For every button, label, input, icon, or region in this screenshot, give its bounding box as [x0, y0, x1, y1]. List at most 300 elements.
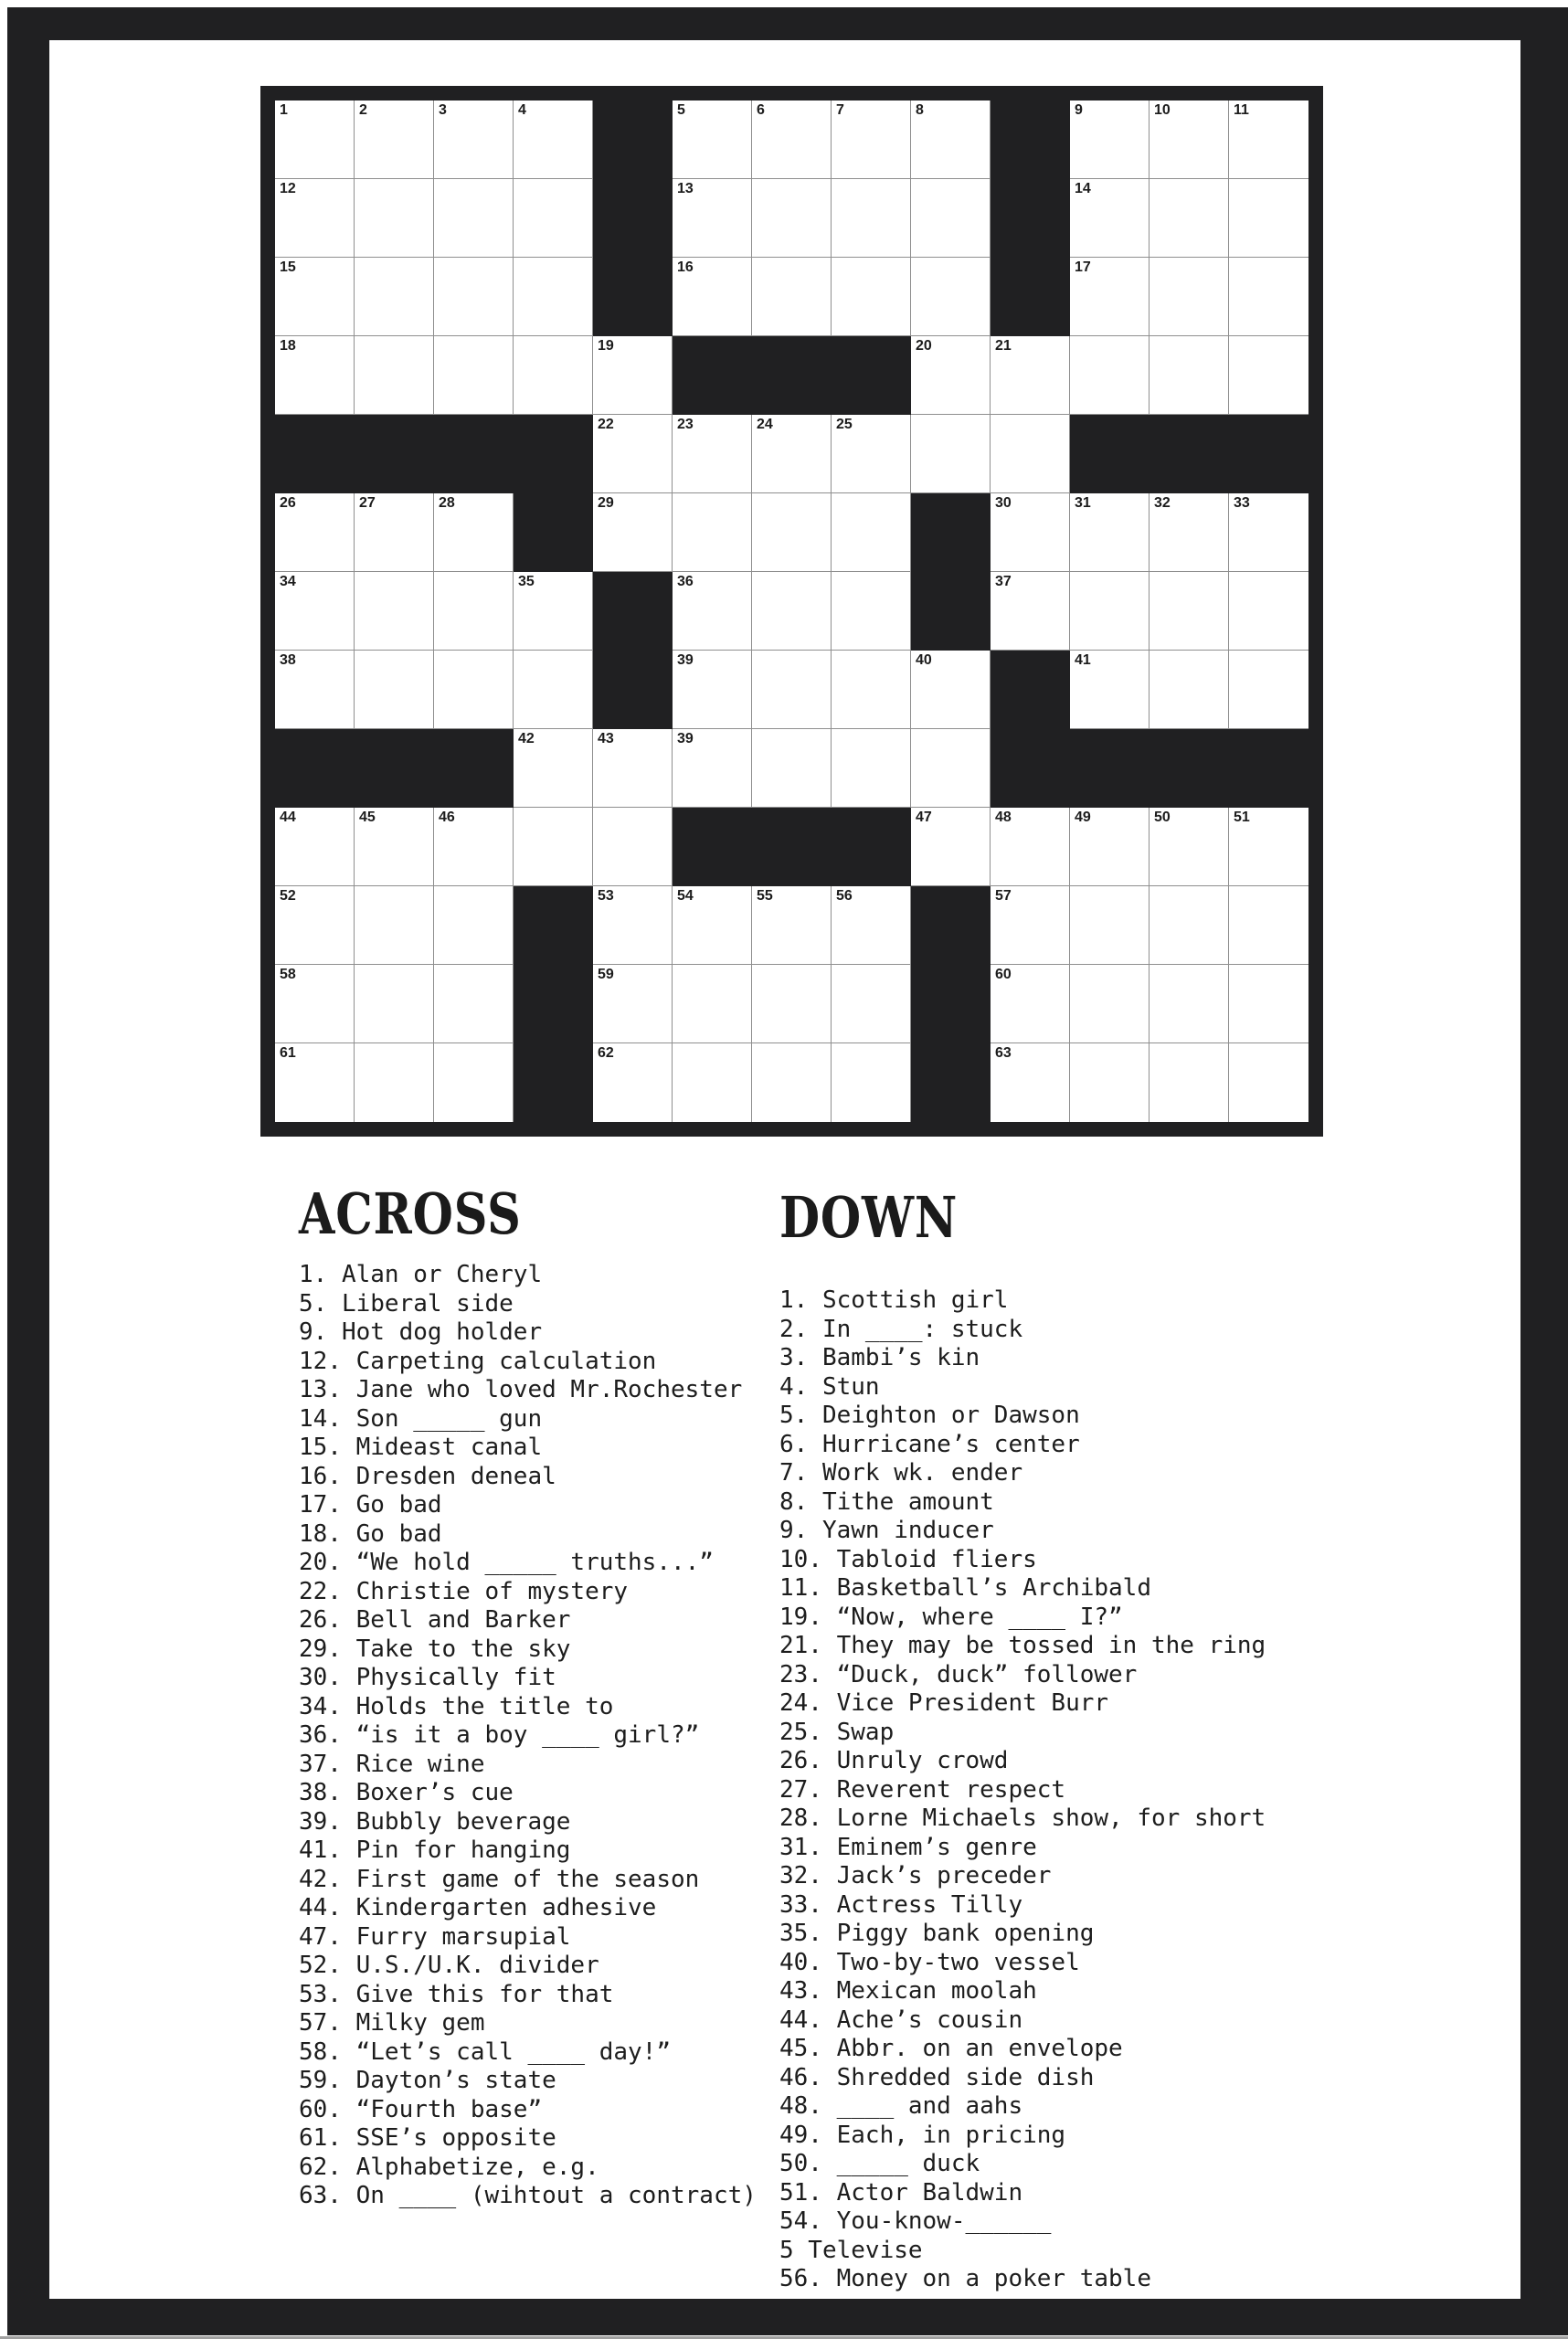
grid-cell[interactable] [275, 572, 355, 651]
across-clue: 29. Take to the sky [299, 1635, 571, 1663]
black-cell [593, 572, 673, 651]
grid-cell[interactable] [911, 179, 991, 258]
black-cell [991, 101, 1070, 179]
down-clue: 44. Ache’s cousin [779, 2006, 1023, 2034]
grid-cell[interactable] [434, 493, 514, 572]
black-cell [1070, 729, 1150, 808]
black-cell [434, 729, 514, 808]
across-section [299, 1180, 757, 2211]
down-clue: 23. “Duck, duck” follower [779, 1660, 1138, 1688]
grid-cell[interactable] [752, 886, 832, 965]
across-clue: 38. Boxer’s cue [299, 1779, 514, 1806]
grid-cell[interactable] [832, 101, 911, 179]
cell-number: 20 [916, 338, 932, 354]
down-clue: 21. They may be tossed in the ring [779, 1632, 1266, 1659]
across-clue: 39. Bubbly beverage [299, 1807, 571, 1836]
down-clue: 33. Actress Tilly [779, 1890, 1023, 1919]
down-clue: 11. Basketball’s Archibald [779, 1574, 1151, 1602]
grid-cell[interactable] [1150, 258, 1229, 336]
cell-number: 49 [1075, 810, 1091, 825]
across-clue: 16. Dresden deneal [299, 1462, 556, 1490]
grid-cell[interactable] [514, 179, 593, 258]
down-clue: 27. Reverent respect [779, 1775, 1066, 1804]
black-cell [1229, 729, 1308, 808]
black-cell [752, 336, 832, 415]
cell-number: 40 [916, 652, 932, 668]
grid-cell[interactable] [1229, 886, 1308, 965]
down-clue: 26. Unruly crowd [779, 1747, 1009, 1774]
grid-cell[interactable] [514, 572, 593, 651]
across-clue: 47. Furry marsupial [299, 1922, 571, 1951]
grid-cell[interactable] [1070, 886, 1150, 965]
grid-cell[interactable] [1070, 651, 1150, 729]
across-clue: 15. Mideast canal [299, 1434, 543, 1461]
down-clue: 45. Abbr. on an envelope [779, 2035, 1123, 2062]
down-clue: 10. Tabloid fliers [779, 1545, 1037, 1573]
cell-number: 22 [598, 417, 614, 432]
cell-number: 29 [598, 495, 614, 511]
cell-number: 50 [1154, 810, 1171, 825]
down-clue: 50. _____ duck [779, 2150, 980, 2177]
grid-cell[interactable] [593, 965, 673, 1043]
grid-cell[interactable] [673, 179, 752, 258]
grid-cell[interactable] [1229, 1043, 1308, 1122]
grid-cell[interactable] [832, 572, 911, 651]
black-cell [434, 415, 514, 493]
grid-cell[interactable] [355, 258, 434, 336]
grid-cell[interactable] [355, 1043, 434, 1122]
grid-cell[interactable] [752, 258, 832, 336]
black-cell [673, 808, 752, 886]
cell-number: 54 [677, 888, 694, 904]
cell-number: 10 [1154, 102, 1171, 118]
cell-number: 35 [518, 574, 535, 589]
across-heading: ACROSS [299, 1180, 522, 1247]
grid-cell[interactable] [593, 808, 673, 886]
cell-number: 37 [995, 574, 1012, 589]
grid-cell[interactable] [1229, 179, 1308, 258]
down-clue: 6. Hurricane’s center [779, 1430, 1080, 1458]
cell-number: 30 [995, 495, 1012, 511]
grid-cell[interactable] [1229, 101, 1308, 179]
cell-number: 16 [677, 259, 694, 275]
grid-cell[interactable] [434, 572, 514, 651]
grid-cell[interactable] [1150, 493, 1229, 572]
grid-cell[interactable] [1229, 493, 1308, 572]
grid-cell[interactable] [991, 808, 1070, 886]
grid-cell[interactable] [673, 572, 752, 651]
cell-number: 42 [518, 731, 535, 746]
grid-cell[interactable] [514, 808, 593, 886]
cell-number: 2 [359, 102, 367, 118]
grid-cell[interactable] [434, 258, 514, 336]
cell-number: 23 [677, 417, 694, 432]
cell-number: 25 [836, 417, 853, 432]
cell-number: 57 [995, 888, 1012, 904]
cell-number: 15 [280, 259, 296, 275]
down-clue: 9. Yawn inducer [779, 1517, 994, 1544]
cell-number: 36 [677, 574, 694, 589]
grid-cell[interactable] [991, 965, 1070, 1043]
black-cell [1150, 415, 1229, 493]
across-clue: 5. Liberal side [299, 1289, 514, 1318]
down-heading: DOWN [779, 1184, 959, 1251]
grid-cell[interactable] [1070, 965, 1150, 1043]
grid-cell[interactable] [275, 808, 355, 886]
across-clue: 53. Give this for that [299, 1980, 614, 2008]
grid-cell[interactable] [832, 651, 911, 729]
grid-cell[interactable] [434, 886, 514, 965]
cell-number: 12 [280, 181, 296, 196]
down-clue: 19. “Now, where ____ I?” [779, 1603, 1123, 1631]
grid-cell[interactable] [275, 1043, 355, 1122]
down-clue: 3. Bambi’s kin [779, 1344, 980, 1371]
grid-cell[interactable] [355, 493, 434, 572]
across-clue: 60. “Fourth base” [299, 2095, 543, 2123]
grid-cell[interactable] [355, 965, 434, 1043]
cell-number: 47 [916, 810, 932, 825]
grid-cell[interactable] [673, 101, 752, 179]
grid-cell[interactable] [593, 729, 673, 808]
grid-cell[interactable] [275, 886, 355, 965]
grid-cell[interactable] [434, 101, 514, 179]
grid-cell[interactable] [355, 101, 434, 179]
grid-cell[interactable] [832, 965, 911, 1043]
down-clue: 54. You-know-______ [779, 2207, 1052, 2235]
grid-cell[interactable] [275, 179, 355, 258]
grid-cell[interactable] [991, 415, 1070, 493]
grid-cell[interactable] [752, 729, 832, 808]
cell-number: 39 [677, 652, 694, 668]
grid-cell[interactable] [1150, 572, 1229, 651]
grid-cell[interactable] [593, 493, 673, 572]
grid-cell[interactable] [355, 336, 434, 415]
grid-cell[interactable] [1150, 336, 1229, 415]
down-clue: 48. ____ and aahs [779, 2092, 1023, 2120]
black-cell [514, 415, 593, 493]
cell-number: 28 [439, 495, 455, 511]
grid-cell[interactable] [275, 965, 355, 1043]
grid-cell[interactable] [673, 415, 752, 493]
grid-cell[interactable] [593, 336, 673, 415]
grid-cell[interactable] [832, 729, 911, 808]
down-clue: 5 Televise [779, 2236, 923, 2264]
grid-cell[interactable] [673, 729, 752, 808]
black-cell [355, 729, 434, 808]
across-clue: 20. “We hold _____ truths...” [299, 1549, 714, 1576]
black-cell [832, 808, 911, 886]
grid-cell[interactable] [434, 965, 514, 1043]
grid-cell[interactable] [1150, 965, 1229, 1043]
black-cell [514, 886, 593, 965]
cell-number: 7 [836, 102, 844, 118]
grid-cell[interactable] [1150, 886, 1229, 965]
black-cell [911, 493, 991, 572]
grid-cell[interactable] [434, 651, 514, 729]
cell-number: 46 [439, 810, 455, 825]
black-cell [911, 1043, 991, 1122]
cell-number: 51 [1234, 810, 1250, 825]
grid-cell[interactable] [673, 258, 752, 336]
grid-cell[interactable] [1150, 808, 1229, 886]
cell-number: 43 [598, 731, 614, 746]
grid-cell[interactable] [911, 336, 991, 415]
black-cell [991, 179, 1070, 258]
grid-cell[interactable] [275, 101, 355, 179]
down-clue: 5. Deighton or Dawson [779, 1402, 1080, 1429]
grid-cell[interactable] [1229, 572, 1308, 651]
cell-number: 58 [280, 967, 296, 982]
grid-cell[interactable] [752, 415, 832, 493]
black-cell [1150, 729, 1229, 808]
grid-cell[interactable] [911, 651, 991, 729]
grid-cell[interactable] [355, 572, 434, 651]
across-clue: 14. Son _____ gun [299, 1404, 543, 1433]
grid-cell[interactable] [911, 258, 991, 336]
grid-cell[interactable] [355, 808, 434, 886]
black-cell [593, 258, 673, 336]
grid-cell[interactable] [434, 808, 514, 886]
cell-number: 9 [1075, 102, 1083, 118]
cell-number: 52 [280, 888, 296, 904]
cell-number: 21 [995, 338, 1012, 354]
cell-number: 48 [995, 810, 1012, 825]
grid-cell[interactable] [1150, 101, 1229, 179]
grid-cell[interactable] [1070, 101, 1150, 179]
cell-number: 38 [280, 652, 296, 668]
cell-number: 63 [995, 1045, 1012, 1061]
cell-number: 32 [1154, 495, 1171, 511]
grid-cell[interactable] [752, 572, 832, 651]
across-clue: 36. “is it a boy ____ girl?” [299, 1721, 700, 1749]
cell-number: 41 [1075, 652, 1091, 668]
grid-cell[interactable] [673, 493, 752, 572]
across-clue: 34. Holds the title to [299, 1692, 614, 1720]
grid-cell[interactable] [991, 336, 1070, 415]
across-clue: 57. Milky gem [299, 2009, 485, 2037]
black-cell [752, 808, 832, 886]
grid-cell[interactable] [832, 258, 911, 336]
grid-cell[interactable] [1150, 1043, 1229, 1122]
grid-cell[interactable] [514, 651, 593, 729]
grid-cell[interactable] [752, 1043, 832, 1122]
cell-number: 27 [359, 495, 376, 511]
down-clue: 28. Lorne Michaels show, for short [779, 1805, 1266, 1832]
across-clue: 52. U.S./U.K. divider [299, 1952, 599, 1979]
grid-cell[interactable] [832, 493, 911, 572]
grid-cell[interactable] [434, 1043, 514, 1122]
grid-cell[interactable] [911, 101, 991, 179]
grid-cell[interactable] [1070, 336, 1150, 415]
down-clue: 1. Scottish girl [779, 1286, 1009, 1314]
grid-cell[interactable] [991, 493, 1070, 572]
down-clue: 31. Eminem’s genre [779, 1833, 1037, 1861]
across-clue: 61. SSE’s opposite [299, 2124, 556, 2152]
grid-cell[interactable] [1229, 651, 1308, 729]
cell-number: 56 [836, 888, 853, 904]
cell-number: 34 [280, 574, 296, 589]
cell-number: 39 [677, 731, 694, 746]
black-cell [911, 965, 991, 1043]
grid-cell[interactable] [275, 258, 355, 336]
down-clue: 7. Work wk. ender [779, 1459, 1023, 1487]
black-cell [514, 965, 593, 1043]
cell-number: 24 [757, 417, 773, 432]
cell-number: 5 [677, 102, 685, 118]
down-clue: 49. Each, in pricing [779, 2121, 1066, 2149]
grid-cell[interactable] [355, 179, 434, 258]
black-cell [355, 415, 434, 493]
grid-cell[interactable] [1229, 258, 1308, 336]
grid-cell[interactable] [752, 179, 832, 258]
across-clue: 26. Bell and Barker [299, 1606, 571, 1634]
grid-cell[interactable] [673, 886, 752, 965]
grid-cell[interactable] [1070, 179, 1150, 258]
grid-cell[interactable] [593, 1043, 673, 1122]
grid-cell[interactable] [1150, 651, 1229, 729]
black-cell [593, 179, 673, 258]
across-clue: 1. Alan or Cheryl [299, 1261, 543, 1288]
grid-cell[interactable] [673, 965, 752, 1043]
cell-number: 14 [1075, 181, 1091, 196]
grid-cell[interactable] [752, 493, 832, 572]
cell-number: 45 [359, 810, 376, 825]
across-clue: 59. Dayton’s state [299, 2067, 556, 2094]
down-clue: 35. Piggy bank opening [779, 1920, 1095, 1947]
grid-cell[interactable] [1229, 808, 1308, 886]
grid-cell[interactable] [1070, 572, 1150, 651]
grid-cell[interactable] [991, 886, 1070, 965]
black-cell [514, 1043, 593, 1122]
down-section [779, 1184, 1266, 2294]
down-clue: 40. Two-by-two vessel [779, 1948, 1080, 1976]
across-clue: 37. Rice wine [299, 1750, 485, 1778]
grid-cell[interactable] [275, 651, 355, 729]
grid-cell[interactable] [991, 572, 1070, 651]
down-clue: 24. Vice President Burr [779, 1689, 1109, 1717]
black-cell [593, 651, 673, 729]
grid-cell[interactable] [752, 965, 832, 1043]
cell-number: 31 [1075, 495, 1091, 511]
down-clue: 46. Shredded side dish [779, 2063, 1095, 2091]
cell-number: 61 [280, 1045, 296, 1061]
black-cell [991, 258, 1070, 336]
across-clue: 58. “Let’s call ____ day!” [299, 2037, 671, 2066]
cell-number: 13 [677, 181, 694, 196]
grid-cell[interactable] [434, 179, 514, 258]
crossword-grid-cells [275, 101, 1308, 1122]
black-cell [911, 886, 991, 965]
grid-cell[interactable] [832, 415, 911, 493]
grid-cell[interactable] [514, 729, 593, 808]
across-clue: 62. Alphabetize, e.g. [299, 2153, 599, 2181]
black-cell [991, 651, 1070, 729]
cell-number: 26 [280, 495, 296, 511]
black-cell [593, 101, 673, 179]
cell-number: 17 [1075, 259, 1091, 275]
cell-number: 18 [280, 338, 296, 354]
grid-cell[interactable] [673, 1043, 752, 1122]
cell-number: 19 [598, 338, 614, 354]
across-clue: 12. Carpeting calculation [299, 1347, 657, 1375]
black-cell [673, 336, 752, 415]
grid-cell[interactable] [593, 886, 673, 965]
cell-number: 8 [916, 102, 924, 118]
grid-cell[interactable] [832, 1043, 911, 1122]
across-clue: 18. Go bad [299, 1519, 442, 1548]
grid-cell[interactable] [1070, 808, 1150, 886]
across-clue-list [299, 1261, 757, 2211]
black-cell [832, 336, 911, 415]
down-clue: 51. Actor Baldwin [779, 2178, 1023, 2207]
across-clue: 30. Physically fit [299, 1664, 556, 1691]
black-cell [275, 415, 355, 493]
grid-cell[interactable] [832, 886, 911, 965]
cell-number: 62 [598, 1045, 614, 1061]
black-cell [911, 572, 991, 651]
grid-cell[interactable] [911, 729, 991, 808]
grid-cell[interactable] [752, 651, 832, 729]
grid-cell[interactable] [1070, 258, 1150, 336]
across-clue: 63. On ____ (wihtout a contract) [299, 2182, 757, 2209]
across-clue: 22. Christie of mystery [299, 1577, 629, 1605]
grid-cell[interactable] [911, 808, 991, 886]
grid-cell[interactable] [991, 1043, 1070, 1122]
across-clue: 44. Kindergarten adhesive [299, 1894, 657, 1921]
black-cell [514, 493, 593, 572]
grid-cell[interactable] [1070, 493, 1150, 572]
black-cell [1070, 415, 1150, 493]
grid-cell[interactable] [1229, 336, 1308, 415]
cell-number: 6 [757, 102, 765, 118]
down-clue: 8. Tithe amount [779, 1487, 994, 1516]
across-clue: 41. Pin for hanging [299, 1836, 571, 1864]
down-clue: 43. Mexican moolah [779, 1977, 1037, 2005]
grid-cell[interactable] [1229, 965, 1308, 1043]
cell-number: 11 [1234, 102, 1249, 118]
cell-number: 4 [518, 102, 526, 118]
grid-cell[interactable] [1070, 1043, 1150, 1122]
grid-cell[interactable] [514, 101, 593, 179]
cell-number: 1 [280, 102, 288, 118]
crossword-grid [260, 86, 1323, 1137]
across-clue: 9. Hot dog holder [299, 1318, 543, 1346]
grid-cell[interactable] [275, 493, 355, 572]
grid-cell[interactable] [514, 336, 593, 415]
grid-cell[interactable] [593, 415, 673, 493]
cell-number: 53 [598, 888, 614, 904]
black-cell [1229, 415, 1308, 493]
grid-cell[interactable] [434, 336, 514, 415]
grid-cell[interactable] [752, 101, 832, 179]
grid-cell[interactable] [673, 651, 752, 729]
grid-cell[interactable] [514, 258, 593, 336]
grid-cell[interactable] [355, 886, 434, 965]
down-clue-list [779, 1286, 1266, 2294]
across-clue: 17. Go bad [299, 1491, 442, 1519]
grid-cell[interactable] [832, 179, 911, 258]
across-clue: 42. First game of the season [299, 1865, 700, 1893]
cell-number: 59 [598, 967, 614, 982]
grid-cell[interactable] [911, 415, 991, 493]
down-clue: 32. Jack’s preceder [779, 1862, 1052, 1889]
grid-cell[interactable] [1150, 179, 1229, 258]
grid-cell[interactable] [275, 336, 355, 415]
cell-number: 60 [995, 967, 1012, 982]
grid-cell[interactable] [355, 651, 434, 729]
cell-number: 33 [1234, 495, 1250, 511]
down-clue: 56. Money on a poker table [779, 2265, 1151, 2292]
